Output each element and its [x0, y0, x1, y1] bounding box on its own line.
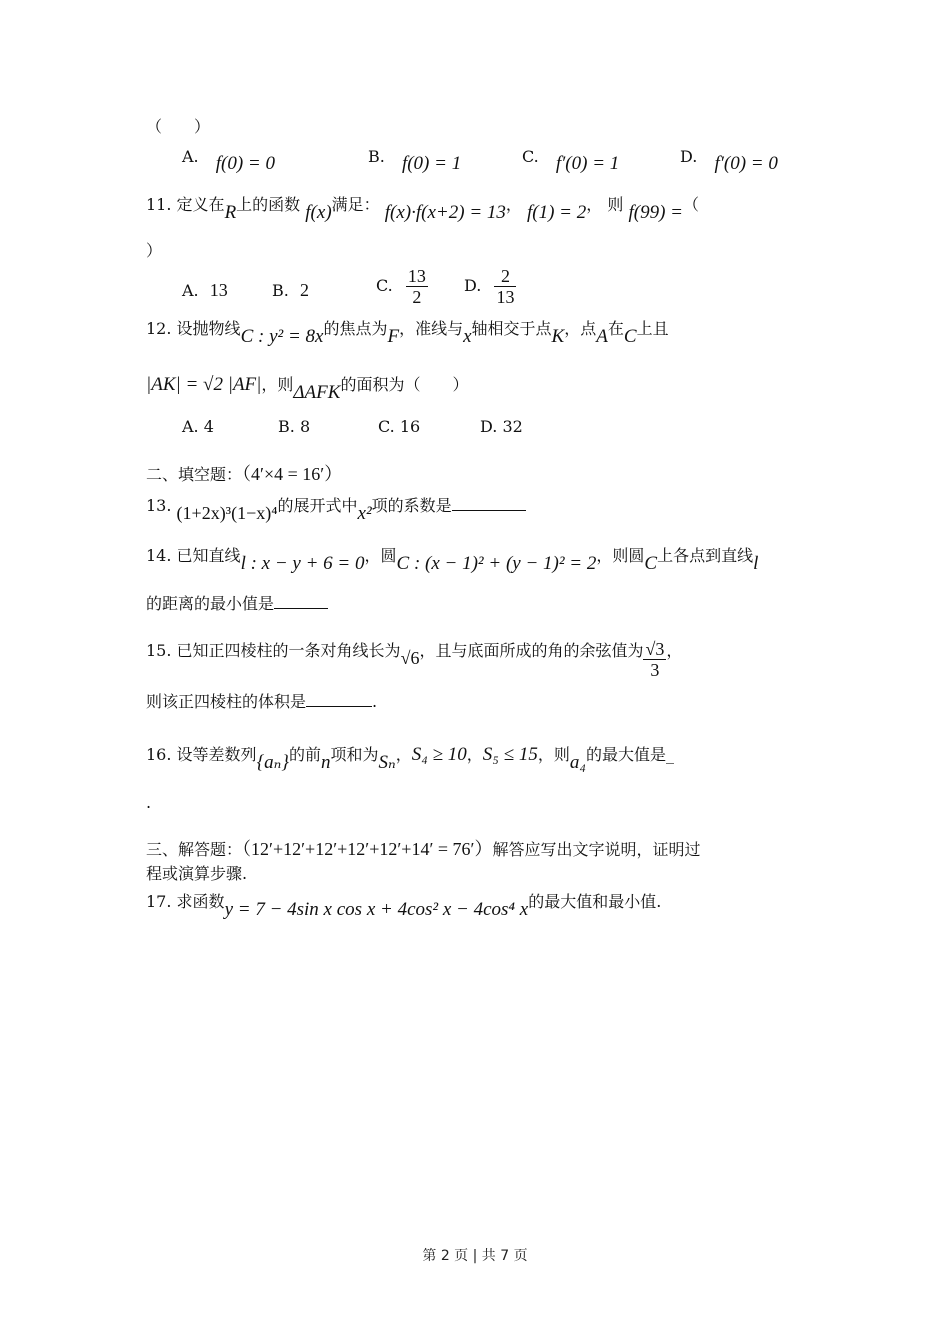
q10-option-d: D. f′(0) = 0: [680, 147, 778, 174]
question-12-cont: |AK| = √2 |AF|，则ΔAFK的面积为（ ）: [146, 374, 469, 403]
question-16: 16. 设等差数列{aₙ}的前n项和为Sₙ，S₄ ≥ 10，S₅ ≤ 15，则a₄的最大值是_: [146, 744, 674, 773]
question-14: 14. 已知直线l : x − y + 6 = 0，圆C : (x − 1)² + (y − 1)² = 2，则圆C上各点到直线l: [146, 546, 759, 574]
q11-option-d: D. $\frac{2}{13}$: [464, 266, 515, 307]
section-3-heading-cont: 程或演算步骤.: [146, 864, 248, 883]
section-3-heading: 三、解答题：（12′+12′+12′+12′+12′+14′ = 76′）解答应写出文字说明，证明过: [146, 839, 701, 859]
answer-blank[interactable]: [452, 494, 526, 511]
question-16-end: .: [146, 793, 152, 812]
q12-option-b: B. 8: [278, 417, 311, 436]
question-11: 11. 定义在R上的函数 f(x)满足： f(x)·f(x+2) = 13， f(1) = 2， 则 f(99) =（: [146, 195, 700, 223]
q12-option-a: A. 4: [182, 417, 214, 436]
question-14-cont: 的距离的最小值是: [146, 592, 328, 615]
fraction: $\frac{13}{2}$: [407, 266, 426, 307]
answer-blank[interactable]: [274, 592, 328, 609]
q12-option-c: C. 16: [378, 417, 421, 436]
q10-option-a: A. f(0) = 0: [182, 147, 275, 174]
q12-option-d: D. 32: [480, 417, 523, 436]
q11-option-a: A. 13: [182, 280, 228, 300]
page-footer: 第 2 页 | 共 7 页: [422, 1248, 528, 1264]
fraction: $\frac{√3}{3}$: [645, 639, 665, 680]
answer-blank[interactable]: [306, 690, 372, 707]
question-17: 17. 求函数y = 7 − 4sin x cos x + 4cos² x − 4cos⁴ x的最大值和最小值.: [146, 892, 662, 920]
question-15-cont: 则该正四棱柱的体积是 .: [146, 692, 378, 711]
question-12: 12. 设抛物线C : y² = 8x的焦点为F，准线与x轴相交于点K，点A在C上且: [146, 319, 669, 347]
q10-option-c: C. f′(0) = 1: [522, 147, 620, 174]
q11-option-c: C. $\frac{13}{2}$: [376, 266, 426, 307]
q10-answer-paren: （ ）: [146, 117, 211, 136]
q10-option-b: B. f(0) = 1: [368, 147, 462, 174]
q11-close-paren: ）: [146, 241, 163, 260]
fraction: $\frac{2}{13}$: [496, 266, 515, 307]
section-2-heading: 二、填空题：（4′×4 = 16′）: [146, 464, 343, 484]
question-13: 13. (1+2x)³(1−x)⁴的展开式中x²项的系数是: [146, 494, 526, 517]
question-15: 15. 已知正四棱柱的一条对角线长为√6，且与底面所成的角的余弦值为 $\frac{√3}{3}$ ，: [146, 639, 683, 680]
q11-option-b: B. 2: [272, 280, 309, 300]
